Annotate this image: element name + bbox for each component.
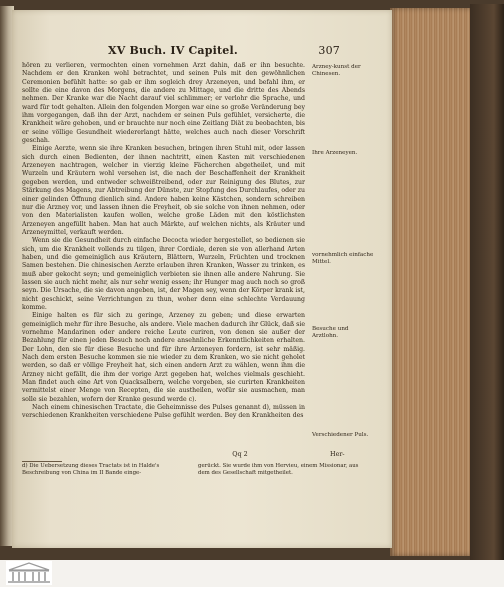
catchword: Her- — [330, 450, 345, 458]
page-fore-edge — [390, 8, 472, 556]
paragraph: Einige Aerzte, wenn sie ihre Kranken besuchen, bringen ihren Stuhl mit, oder lassen sich durch einen Bedienten, der ihnen nachtritt, einen Kasten mit verschiedenen Arzeneyen nachtragen, welcher in vierzig kleine Fächerchen abgetheilet, und mit Wurzeln und Kräutern wohl versehen ist, die nach der Beschaffenheit der Krankheit gegeben werden, und entweder schweißtreibend, oder zur Reinigung des Blutes, zur Stärkung des Magens, zur Abtreibung der Dünste, zur Stopfung des Durchlaufes, oder zu einer gelinden Öffnung dienlich sind. Andere haben keine Kästchen, sondern schreiben nur die Arzney vor, und lassen ihnen die Freyheit, ob sie solche von ihnen nehmen, oder von den Materialisten kaufen wollen, welche große Läden mit den köstlichsten Arzeneyen angefüllt haben. Man hat auch Märkte, auf welchen nichts, als Kräuter und Arzeneymittel, verkauft werden. — [22, 145, 305, 236]
page-header — [60, 44, 380, 60]
marginal-note: vornehmlich einfache Mittel. — [312, 252, 374, 266]
marginal-note: Verschiedener Puls. — [312, 432, 369, 438]
body-text — [22, 62, 305, 421]
library-building-logo-icon — [6, 561, 52, 585]
footnote-left: d) Die Uebersetzung dieses Tractats ist in Halde's Beschreibung von China im II Bande einge- — [22, 463, 160, 477]
marginal-note: Arzney-kunst der Chinesen. — [312, 64, 361, 78]
paragraph: Nach einem chinesischen Tractate, die Geheimnisse des Pulses genannt d), müssen in verschiedenen Krankheiten verschiedene Pulse gefühlt werden. Bey den Krankheiten des — [22, 404, 305, 420]
signature-mark: Qq 2 — [232, 450, 248, 458]
marginal-note: Besuche und Arztlohn. — [312, 326, 349, 340]
paragraph: Wenn sie die Gesundheit durch einfache Decocta wieder hergestellet, so bedienen sie sich, um die Krankheit vollends zu tilgen, ihrer Cordiale, deren sie von allerhand Arten haben, und die gemeiniglich aus Kräutern, Blättern, Wurzeln, Früchten und trocknen Samen bestehen. Die chinesischen Aerzte erlauben ihren Kranken, Wasser zu trinken, es muß aber gekocht seyn; und gemeiniglich verbieten sie ihnen alle andere Nahrung. Sie lassen sie auch nicht mehr, als nur sehr wenig essen; ihr Hunger mag auch noch so groß seyn. Die Ursache, die sie davon angeben, ist, der Magen sey, wenn der Körper krank ist, nicht geschickt, seine Verrichtungen zu thun, woher denn eine schlechte Verdauung komme. — [22, 237, 305, 311]
paragraph: hören zu verlieren, vermochten einen vornehmen Arzt dahin, daß er ihn besuchte. Nachdem er den Kranken wohl betrachtet, und seinen Puls mit den gewöhnlichen Ceremonien befühlt hatte: so gab er ihm sogleich drey Arzeneyen, und befahl ihm, er sollte die eine davon des Morgens, die andere zu Mittage, und die dritte des Abends nehmen. Der Kranke war die Nacht darauf viel schlimmer; er verlohr die Sprache, und ward für todt gehalten. Allein den folgenden Morgen war eine so große Veränderung bey ihm vorgegangen, daß ihn der Arzt, nachdem er seinen Puls gefühlet, versicherte, die Krankheit wäre gehoben, und er brauchte nur noch eine Zeitlang Diät zu beobachten, bis er seine völlige Gesundheit wiedererlangt hätte, welches auch nach dieser Vorschrift geschah. — [22, 62, 305, 145]
page-number: 307 — [318, 44, 340, 57]
marginal-note: Ihre Arzeneyen. — [312, 150, 358, 156]
footnote-rule — [22, 461, 62, 462]
running-title: XV Buch. IV Capitel. — [108, 44, 238, 57]
footnote-right: gerückt. Sie wurde ihm von Hervieu, einem Missionar, aus dem des Gesellschaft mitgetheilet. — [198, 463, 359, 477]
paragraph: Einige halten es für sich zu geringe, Arzeney zu geben; und diese erwarten gemeiniglich mehr für ihre Besuche, als andere. Viele machen dadurch ihr Glück, daß sie vornehme Mandarinen oder andere reiche Leute curiren, von denen sie außer der Bezahlung für einen jeden Besuch noch andere ansehnliche Erkenntlichkeiten erhalten. Der Lohn, den sie für diese Besuche und für ihre Arzeneyen fordern, ist sehr mäßig. Nach dem ersten Besuche kommen sie nie wieder zu dem Kranken, wo sie nicht geholet werden, so daß er völlige Freyheit hat, sich einen andern Arzt zu wählen, wenn ihm die Arzney nicht gefällt, die ihm der vorige Arzt gegeben hat, welches vielmals geschieht. Man findet auch eine Art von Quacksalbern, welche vorgeben, sie curirten Krankheiten vermittelst einer Menge von Recepten, die sie austheilen, wofür sie ausmachen, man solle sie bezahlen, wofern der Kranke gesund werde c). — [22, 312, 305, 403]
book-cover-edge — [470, 4, 504, 560]
